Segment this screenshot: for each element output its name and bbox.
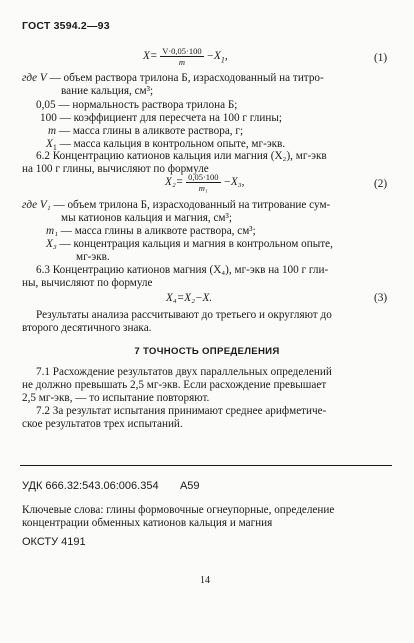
defs-2-row-2 [46, 225, 256, 238]
udc-code: УДК 666.32:543.06:006.354 А59 [22, 480, 200, 492]
divider-line [20, 465, 392, 466]
results-line-1: второго десятичного знака. [22, 322, 152, 334]
def-term: X [46, 138, 53, 150]
p71-line-2: 2,5 мг-экв, — то испытание повторяют. [22, 392, 210, 404]
section-7-title: 7 ТОЧНОСТЬ ОПРЕДЕЛЕНИЯ [134, 346, 280, 357]
keywords-line-1: концентрации обменных катионов кальция и магния [22, 517, 273, 529]
formula-3: X₄=X₂−X. [166, 292, 213, 304]
def-text: — объем раствора трилона Б, израсходованный на титро- [49, 72, 324, 84]
def-term: m [48, 125, 57, 137]
p63-line-1: ны, вычисляют по формуле [22, 277, 153, 289]
def-term: где V [22, 72, 47, 84]
keywords-line-0: Ключевые слова: глины формовочные огнеупорные, определение [22, 504, 335, 516]
formula-1-rest: −X [206, 50, 221, 63]
def-text: — концентрация кальция и магния в контрольном опыте, [59, 238, 333, 250]
document-header: ГОСТ 3594.2—93 [22, 20, 110, 32]
defs-1-row-2 [36, 99, 237, 112]
formula-2-denominator: m₁ [198, 183, 208, 193]
equation-number-3: (3) [374, 292, 388, 304]
defs-2-row-1 [61, 212, 232, 225]
p62-line-0: 6.2 Концентрацию катионов кальция или магния (X₂), мг-экв [36, 150, 327, 162]
defs-1-row-3 [40, 112, 282, 125]
formula-2-numerator: 0,05·100 [188, 172, 219, 182]
formula-2-fraction [186, 172, 220, 193]
formula-2-end: , [241, 176, 245, 189]
p63-line-0: 6.3 Концентрацию катионов магния (X₄), мг-экв на 100 г гли- [36, 264, 329, 276]
def-text: — масса глины в аликвоте раствора, см³; [60, 225, 256, 237]
p72-line-0: 7.2 За результат испытания принимают среднее арифметиче- [36, 405, 327, 417]
def-text: мы катионов кальция и магния, см³; [61, 212, 232, 224]
defs-1-row-0 [22, 72, 324, 85]
p71-line-1: не должно превышать 2,5 мг-экв. Если расхождение превышает [22, 379, 327, 391]
formula-2 [165, 172, 244, 193]
p72-line-1: ское результатов трех испытаний. [22, 418, 183, 430]
formula-1-fraction [160, 46, 203, 67]
equation-number-2: (2) [374, 178, 388, 190]
def-term: m₁ [46, 225, 58, 237]
def-text: — масса кальция в контрольном опыте, мг-экв. [59, 138, 286, 150]
p71-line-0: 7.1 Расхождение результатов двух параллельных определений [36, 366, 332, 378]
def-text: вание кальция, см³; [61, 85, 154, 97]
formula-1-lhs: X= [143, 50, 158, 63]
def-term: где V₁ [22, 199, 51, 211]
defs-2-row-0 [22, 199, 330, 212]
formula-1-end: , [224, 50, 228, 63]
def-text: — объем трилона Б, израсходованный на титрование сум- [53, 199, 331, 211]
formula-1-denominator: m [178, 57, 185, 67]
formula-1-numerator: V·0,05·100 [162, 46, 202, 56]
formula-1-sub: 1 [220, 55, 225, 65]
okstu-code: ОКСТУ 4191 [22, 536, 86, 548]
formula-2-lhs: X₂= [165, 176, 184, 189]
formula-1 [143, 46, 228, 67]
def-term: 100 [40, 112, 57, 124]
equation-number-1: (1) [374, 52, 388, 64]
p62-line-1: на 100 г глины, вычисляют по формуле [22, 163, 209, 175]
results-line-0: Результаты анализа рассчитывают до третьего и округляют до [36, 309, 332, 321]
defs-1-row-1 [61, 85, 153, 98]
def-term: X₃ [46, 238, 57, 250]
def-text: мг-экв. [76, 251, 110, 263]
def-text: — нормальность раствора трилона Б; [58, 99, 238, 111]
def-text: — коэффициент для пересчета на 100 г глины; [59, 112, 282, 124]
formula-2-rest: −X₃ [223, 176, 242, 189]
defs-1-row-4 [48, 125, 243, 138]
def-term: 0,05 [36, 99, 56, 111]
def-term-sub: 1 [52, 143, 57, 153]
defs-2-row-4 [76, 251, 110, 264]
def-text: — масса глины в аликвоте раствора, г; [58, 125, 244, 137]
page-number: 14 [200, 575, 210, 586]
defs-2-row-3 [46, 238, 333, 251]
